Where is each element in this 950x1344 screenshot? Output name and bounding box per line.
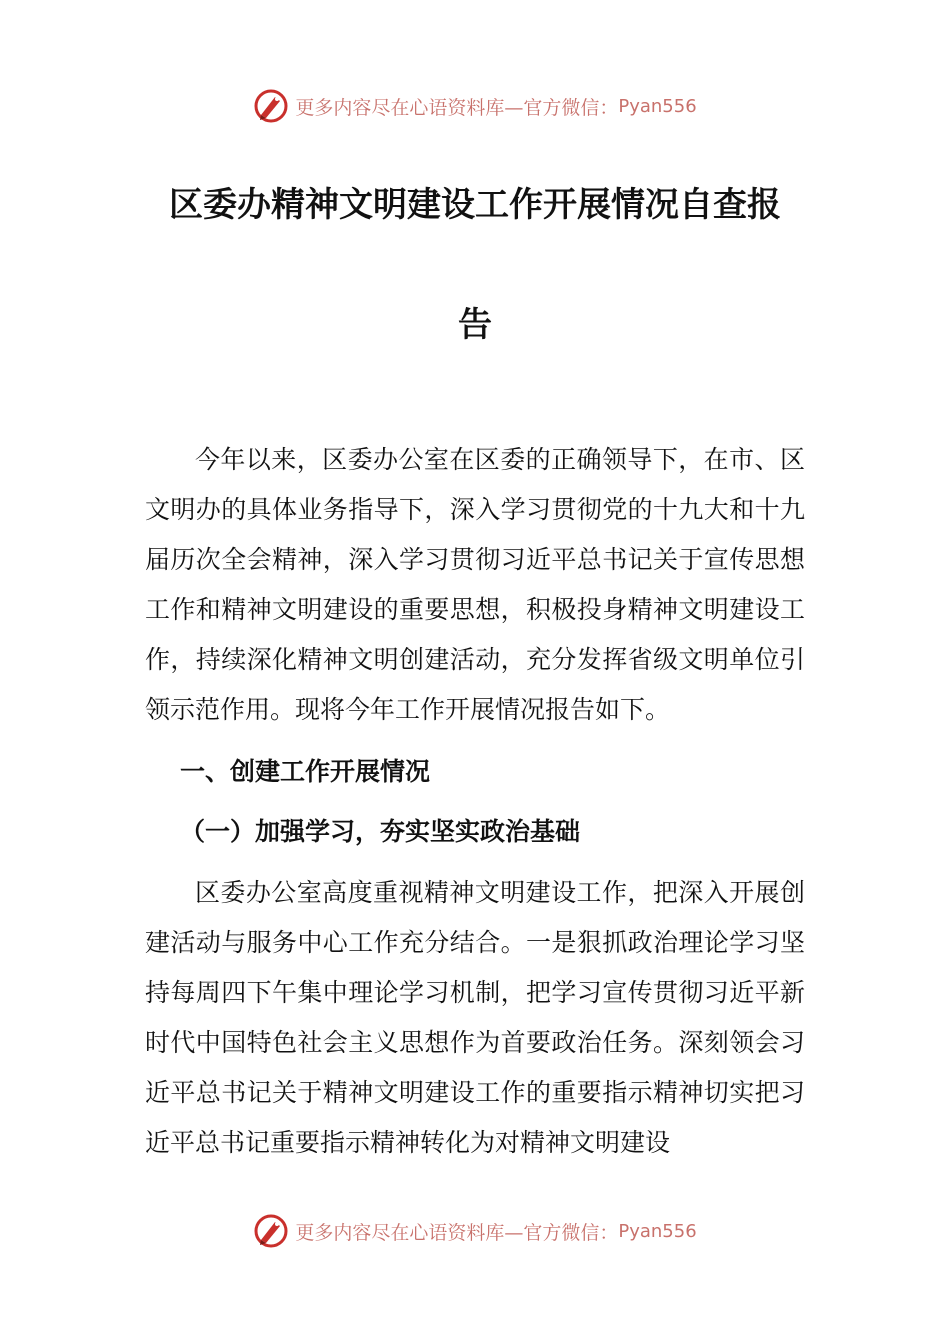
pen-logo-icon [253,88,289,124]
header-watermark [0,86,950,126]
watermark-text: 更多内容尽在心语资料库—官方微信： [295,1221,619,1244]
body-paragraph: 区委办公室高度重视精神文明建设工作，把深入开展创建活动与服务中心工作充分结合。一是狠抓政治理论学习坚持每周四下午集中理论学习机制，把学习宣传贯彻习近平新时代中国特色社会主义思想作为首要政治任务。深刻领会习近平总书记关于精神文明建设工作的重要指示精神切实把习近平总书记重要指示精神转化为对精神文明建设 [145,878,805,1157]
footer-watermark [0,1211,950,1251]
subsection-heading: （一）加强学习，夯实坚实政治基础 [180,817,581,846]
section-heading: 一、创建工作开展情况 [180,757,431,786]
watermark-wechat-id: Pyan556 [618,1220,697,1242]
watermark-text: 更多内容尽在心语资料库—官方微信： [295,96,619,119]
watermark-wechat-id: Pyan556 [618,95,697,117]
pen-logo-icon [253,1213,289,1249]
intro-paragraph: 今年以来，区委办公室在区委的正确领导下，在市、区文明办的具体业务指导下，深入学习贯彻党的十九大和十九届历次全会精神，深入学习贯彻习近平总书记关于宣传思想工作和精神文明建设的重要思想，积极投身精神文明建设工作，持续深化精神文明创建活动，充分发挥省级文明单位引领示范作用。现将今年工作开展情况报告如下。 [145,445,805,724]
document-title: 区委办精神文明建设工作开展情况自查报 [169,185,781,225]
document-title-continuation: 告 [458,305,492,345]
